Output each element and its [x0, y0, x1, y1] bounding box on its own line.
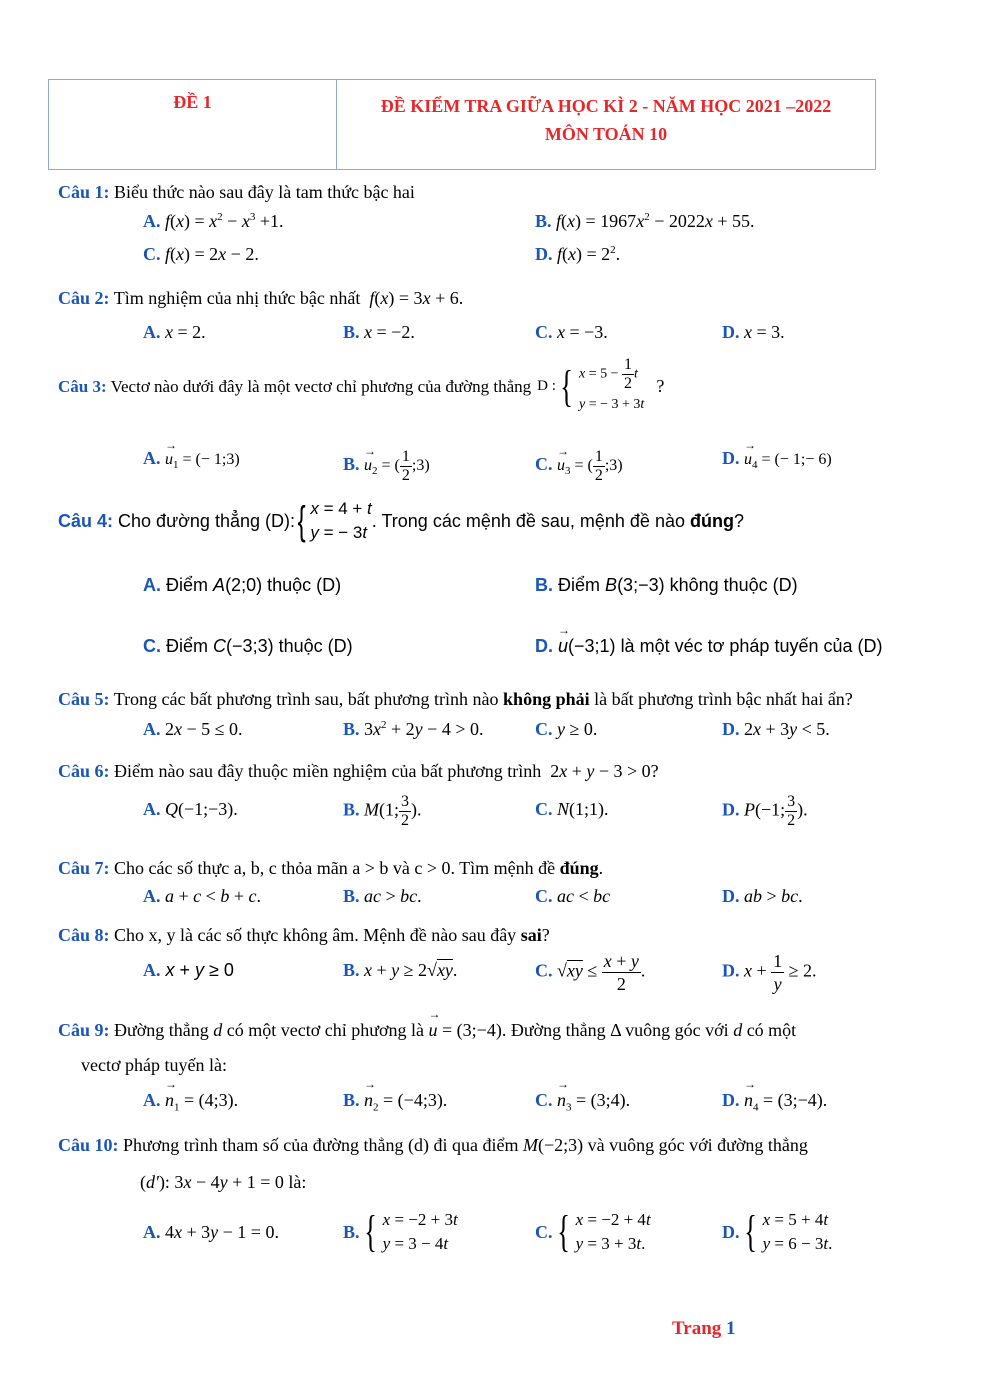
- question-10-line2: (d′): 3x − 4y + 1 = 0 là:: [140, 1172, 307, 1192]
- q9-option-d[interactable]: D. → $n_4$ = (3;−4).: [722, 1090, 827, 1111]
- q6-option-b[interactable]: B. M(1; $\frac{3}{2}$ ).: [343, 793, 422, 829]
- q5-option-b[interactable]: B. $3x^2 + 2y - 4 > 0$.: [343, 719, 484, 739]
- footer-label: Trang: [672, 1318, 722, 1339]
- q2-option-d[interactable]: D. x = 3.: [722, 322, 785, 342]
- q9-option-c[interactable]: C. → $n_3$ = (3;4).: [535, 1090, 630, 1111]
- exam-code: ĐỀ 1: [49, 80, 337, 169]
- q3-option-d[interactable]: D. → $u_4$ = (− 1;− 6): [722, 448, 832, 469]
- page-number: 1: [726, 1318, 736, 1339]
- q9-option-a[interactable]: A. → $n_1$ = (4;3).: [143, 1090, 238, 1111]
- q7-option-d[interactable]: D. ab > bc.: [722, 886, 803, 906]
- header-table: [48, 79, 876, 170]
- line-system: { x = 4 + t y = − 3t: [297, 499, 372, 543]
- q2-option-b[interactable]: B. x = −2.: [343, 322, 415, 342]
- q5-option-c[interactable]: C. y ≥ 0.: [535, 719, 598, 739]
- question-4: Câu 4: Cho đường thẳng (D): { x = 4 + t y = − 3t . Trong các mệnh đề sau, mệnh đề nào đúng ?: [58, 499, 744, 543]
- q8-option-d[interactable]: D. x + $\frac{1}{y}$ ≥ 2.: [722, 951, 817, 994]
- exam-title: ĐỀ KIỂM TRA GIỮA HỌC KÌ 2 - NĂM HỌC 2021 –2022: [380, 96, 832, 116]
- q5-option-a[interactable]: A. 2x − 5 ≤ 0.: [143, 719, 243, 739]
- exam-subject: MÔN TOÁN 10: [544, 124, 668, 144]
- q4-option-c[interactable]: C. Điểm C(−3;3) thuộc (D): [143, 636, 353, 656]
- question-2: Câu 2: Tìm nghiệm của nhị thức bậc nhất f(x) = 3x + 6.: [58, 288, 464, 308]
- q9-option-b[interactable]: B. → $n_2$ = (−4;3).: [343, 1090, 447, 1111]
- question-9-line2: vectơ pháp tuyến là:: [81, 1055, 227, 1075]
- q10-option-d[interactable]: D. { x = 5 + 4t y = 6 − 3t.: [722, 1207, 833, 1256]
- q3-option-c[interactable]: C. → $u_3$ = ( $\frac{1}{2}$ ;3): [535, 448, 623, 485]
- question-text: Biểu thức nào sau đây là tam thức bậc hai: [114, 182, 415, 202]
- page-footer: [672, 1318, 736, 1340]
- q1-option-a[interactable]: A. $f(x) = x^2 - x^3 +1$.: [143, 211, 284, 231]
- line-system: { x = 5 − $\frac{1}{2}$ t y = − 3 + 3t: [560, 356, 645, 412]
- q1-option-d[interactable]: D. $f(x) = 2^2$.: [535, 244, 621, 264]
- question-7: Câu 7: Cho các số thực a, b, c thỏa mãn a > b và c > 0. Tìm mệnh đề đúng.: [58, 858, 604, 878]
- q4-option-d[interactable]: D. → u(−3;1) là một véc tơ pháp tuyến của (D): [535, 636, 883, 657]
- q3-option-a[interactable]: A. → $u_1$ = (− 1;3): [143, 448, 240, 469]
- q10-option-c[interactable]: C. { x = −2 + 4t y = 3 + 3t.: [535, 1207, 651, 1256]
- q4-option-b[interactable]: B. Điểm B(3;−3) không thuộc (D): [535, 575, 798, 595]
- q8-option-b[interactable]: B. x + y ≥ 2√xy.: [343, 960, 458, 980]
- question-5: Câu 5: Trong các bất phương trình sau, bất phương trình nào không phải là bất phương trình bậc nhất hai ẩn?: [58, 689, 853, 709]
- q2-option-c[interactable]: C. x = −3.: [535, 322, 608, 342]
- q6-option-a[interactable]: A. Q(−1;−3).: [143, 799, 238, 819]
- q10-option-a[interactable]: A. 4x + 3y − 1 = 0.: [143, 1222, 279, 1242]
- q8-option-c[interactable]: C. √xy ≤ $\frac{x + y}{2}$ .: [535, 951, 646, 994]
- q8-option-a[interactable]: A. x + y ≥ 0: [143, 960, 234, 980]
- question-9: Câu 9: Đường thẳng d có một vectơ chỉ phương là → u = (3;−4). Đường thẳng Δ vuông góc với d có một: [58, 1020, 958, 1041]
- exam-title-cell: [337, 80, 875, 169]
- q7-option-b[interactable]: B. ac > bc.: [343, 886, 422, 906]
- question-6: Câu 6: Điểm nào sau đây thuộc miền nghiệm của bất phương trình 2x + y − 3 > 0?: [58, 761, 659, 781]
- question-10: Câu 10: Phương trình tham số của đường thẳng (d) đi qua điểm M(−2;3) và vuông góc với đường thẳng: [58, 1135, 808, 1155]
- q10-option-b[interactable]: B. { x = −2 + 3t y = 3 − 4t: [343, 1207, 458, 1256]
- q6-option-c[interactable]: C. N(1;1).: [535, 799, 609, 819]
- question-label: Câu 1:: [58, 182, 110, 202]
- q7-option-a[interactable]: A. a + c < b + c.: [143, 886, 261, 906]
- q7-option-c[interactable]: C. ac < bc: [535, 886, 611, 906]
- q6-option-d[interactable]: D. P(−1; $\frac{3}{2}$ ).: [722, 793, 808, 829]
- question-3: Câu 3: Vectơ nào dưới đây là một vectơ chỉ phương của đường thẳng D : { x = 5 − $\frac{1}{2}$ t y = − 3 + 3t ?: [58, 356, 958, 417]
- question-1: [58, 182, 958, 203]
- q1-option-b[interactable]: B. $f(x) = 1967x^2 - 2022x + 55$.: [535, 211, 755, 231]
- question-8: Câu 8: Cho x, y là các số thực không âm. Mệnh đề nào sau đây sai?: [58, 925, 550, 945]
- q3-option-b[interactable]: B. → $u_2$ = ( $\frac{1}{2}$ ;3): [343, 448, 430, 485]
- q1-option-c[interactable]: C. f(x) = 2x − 2.: [143, 244, 259, 264]
- q4-option-a[interactable]: A. Điểm A(2;0) thuộc (D): [143, 575, 342, 595]
- q5-option-d[interactable]: D. 2x + 3y < 5.: [722, 719, 830, 739]
- q2-option-a[interactable]: A. x = 2.: [143, 322, 206, 342]
